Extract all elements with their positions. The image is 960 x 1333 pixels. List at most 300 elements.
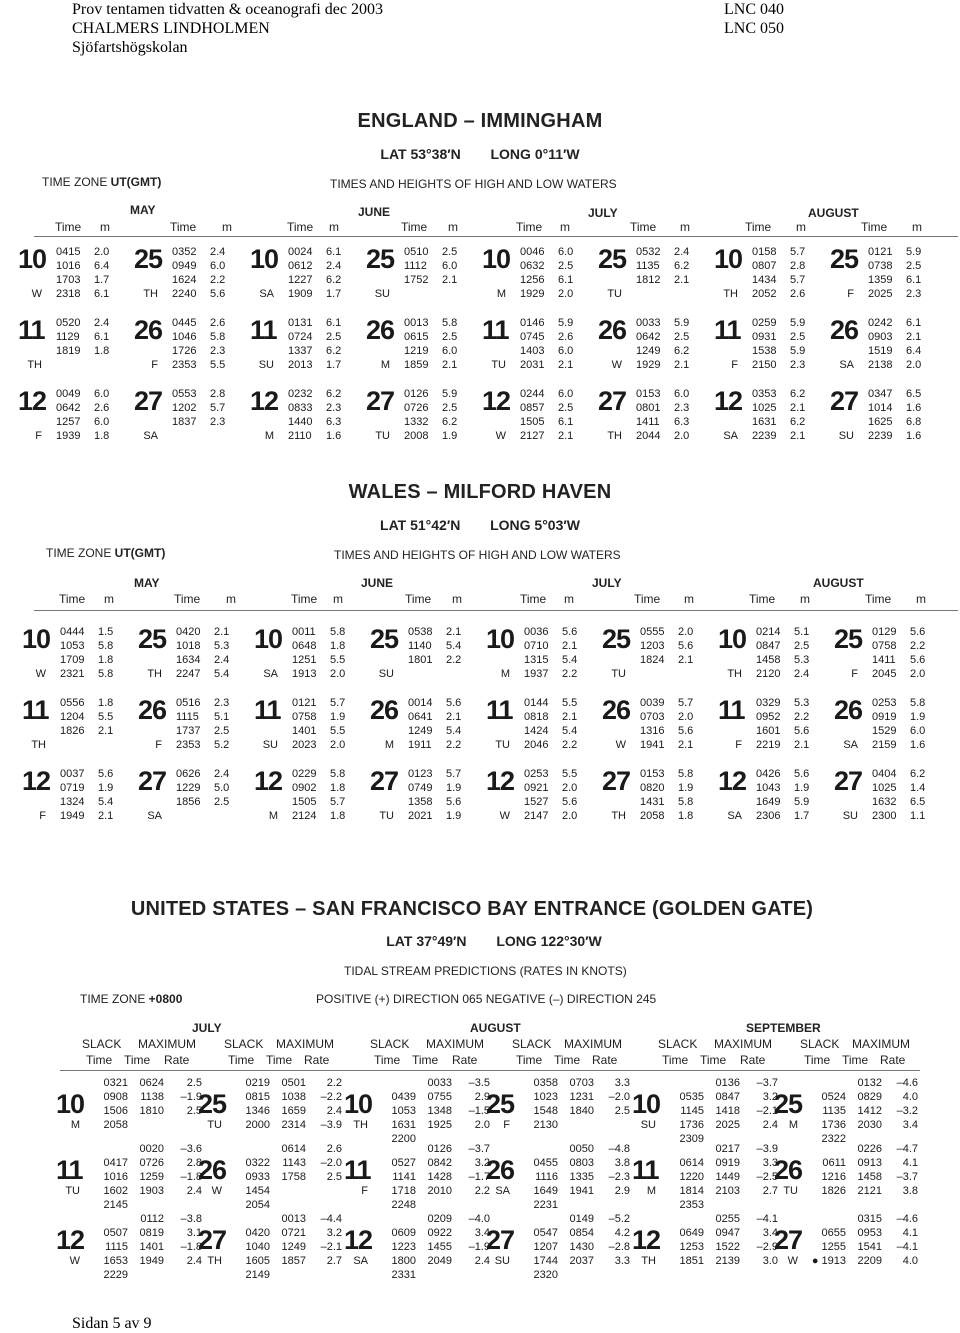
height-value: 2.0 [678,626,694,638]
time-value: 1631 [752,416,777,428]
height-value: 5.3 [214,640,230,652]
header-slack: SLACK [800,1037,840,1051]
max-time: 0614 [281,1143,306,1155]
time-value: 0244 [520,388,545,400]
time-column [756,625,792,681]
weekday: F [735,739,742,751]
max-time: 2314 [281,1119,306,1131]
height-column [794,767,828,823]
slack-time: 1141 [392,1171,416,1183]
slack-time: 1454 [245,1185,270,1197]
height-value: 1.6 [326,430,342,442]
height-column [906,245,940,301]
max-time: 2139 [715,1255,740,1267]
immingham-title: ENGLAND – IMMINGHAM [357,110,603,132]
tide-day-block [598,316,714,382]
height-value: 2.4 [214,768,230,780]
height-value: 2.4 [94,317,110,329]
height-column [906,316,940,372]
max-time [704,1268,740,1282]
height-value: 5.6 [446,697,462,709]
height-value: 6.4 [94,260,110,272]
slack-time: 0524 [821,1091,846,1103]
time-column [404,316,440,372]
weekday: TU [379,810,394,822]
height-value: 6.2 [910,768,926,780]
height-value: 1.7 [794,810,810,822]
slack-time: 2000 [245,1119,270,1131]
slack-time: 0507 [103,1227,128,1239]
time-value: 0253 [872,697,897,709]
weekday: SA [259,288,274,300]
weekday: M [646,1185,656,1197]
golden-gate-rule [60,1070,920,1071]
time-value: 2058 [640,810,665,822]
max-rate: –3.7 [756,1077,778,1089]
stream-day-pair [344,1142,634,1218]
height-value: 2.1 [906,331,922,343]
slack-time: 1115 [105,1241,128,1253]
height-column [910,625,944,681]
height-column [446,625,480,681]
time-value [56,358,92,372]
day-number: 27 [598,386,627,416]
height-column [910,696,944,752]
slack-time [810,1076,846,1090]
height-value [98,738,132,752]
time-value: 1703 [56,274,81,286]
height-value: 5.5 [210,359,226,371]
time-value: 2021 [408,810,433,822]
slack-time-column [668,1076,704,1146]
time-value: 0820 [640,782,665,794]
height-value: 1.8 [94,430,110,442]
day-number: 26 [486,1155,515,1185]
height-value: 2.0 [558,288,574,300]
time-value: 0538 [408,626,433,638]
tide-day-block [602,625,718,691]
time-value: 2321 [60,668,85,680]
max-rate: –1.8 [180,1171,202,1183]
max-time [270,1184,306,1198]
time-value: 0329 [756,697,781,709]
max-time [846,1198,882,1212]
max-time-column [704,1212,740,1282]
slack-time: 1040 [245,1241,270,1253]
time-value [404,287,440,301]
weekday: SA [147,810,162,822]
time-value: 1251 [292,654,317,666]
time-value [172,429,208,443]
time-value: 0833 [288,402,313,414]
header-time: Time [554,1053,581,1067]
slack-time: 2320 [533,1269,558,1281]
header-time: Time [228,1053,255,1067]
height-value: 2.1 [442,359,458,371]
max-time [558,1268,594,1282]
max-rate-column [166,1142,202,1212]
height-value [446,667,480,681]
header-time: Time [412,1053,439,1067]
time-value: 0253 [524,768,549,780]
height-value: 1.4 [910,782,926,794]
max-time: 0020 [139,1143,164,1155]
max-rate: –1.7 [468,1171,490,1183]
time-value: 1856 [176,796,201,808]
max-time: 0226 [857,1143,882,1155]
max-rate: –4.6 [896,1213,918,1225]
milford-month-june: JUNE [361,576,394,590]
height-value: 6.1 [94,288,110,300]
height-value: 1.7 [326,359,342,371]
stream-day-pair [56,1142,346,1218]
height-value: 1.5 [98,626,114,638]
height-column [326,387,360,443]
max-time-column [558,1212,594,1282]
tide-day-block [482,316,598,382]
time-value [408,667,444,681]
tide-day-block [714,245,830,311]
height-value: 2.5 [906,260,922,272]
column-header-time: Time [291,592,318,606]
time-value: 0516 [176,697,201,709]
height-column [678,696,712,752]
max-time: 1401 [139,1241,164,1253]
milford-lat: LAT 51°42′N [380,517,461,533]
slack-time: 0815 [245,1091,270,1103]
weekday: TH [207,1255,222,1267]
header-slack: SLACK [512,1037,552,1051]
weekday: F [151,359,158,371]
tide-day-block [22,625,138,691]
time-value: 1203 [640,640,665,652]
day-number: 27 [834,766,863,796]
height-value: 5.9 [558,317,574,329]
slack-time: 1718 [391,1185,416,1197]
slack-time: 1223 [391,1241,416,1253]
max-time-column [270,1076,306,1132]
slack-time-column [810,1142,846,1212]
slack-time [810,1142,846,1156]
slack-time: 1016 [103,1171,128,1183]
slack-time: 1255 [821,1241,846,1253]
day-number: 10 [56,1089,85,1119]
day-number: 11 [250,315,277,345]
time-value: 2124 [292,810,317,822]
height-value: 5.8 [678,796,694,808]
slack-time [668,1076,704,1090]
time-value: 1315 [524,654,549,666]
slack-time: 0547 [533,1227,558,1239]
column-header-m: m [800,592,810,606]
stream-day-pair [344,1076,634,1152]
time-value: 1505 [292,796,317,808]
height-value: 2.8 [210,388,226,400]
max-time: 1541 [857,1241,882,1253]
height-value: 2.1 [678,739,694,751]
golden-gate-lat: LAT 37°49′N [386,933,467,949]
max-rate-column [166,1212,202,1282]
tide-day-block [482,245,598,311]
header-time: Time [124,1053,151,1067]
max-rate-column [454,1076,490,1146]
weekday: TH [641,1255,656,1267]
height-value: 2.1 [98,725,114,737]
weekday: TH [147,668,162,680]
column-header-time: Time [634,592,661,606]
height-value: 2.3 [210,345,226,357]
header-time: Time [804,1053,831,1067]
tide-day-block [138,767,254,833]
tide-day-block [714,316,830,382]
max-rate-column [882,1142,918,1212]
max-time: 0217 [715,1143,740,1155]
slack-time: 1800 [391,1255,416,1267]
column-header-time: Time [55,220,82,234]
day-number: 10 [254,624,283,654]
max-rate: 4.2 [614,1227,630,1239]
height-value: 1.9 [442,430,458,442]
max-rate: –3.2 [896,1105,918,1117]
max-time [128,1198,164,1212]
max-time [416,1268,452,1282]
time-value: 2147 [524,810,549,822]
time-value: 0749 [408,782,433,794]
height-value [442,287,476,301]
height-value: 6.2 [442,416,458,428]
slack-time: 0655 [821,1227,846,1239]
time-value [60,738,96,752]
height-value: 6.0 [94,388,110,400]
column-header-time: Time [630,220,657,234]
weekday: F [361,1185,368,1197]
height-value: 2.5 [558,402,574,414]
height-column [674,316,708,372]
time-value: 2044 [636,430,661,442]
max-rate: 2.5 [186,1105,202,1117]
max-rate-column [594,1076,630,1132]
day-number: 12 [250,386,279,416]
max-rate: –2.5 [756,1171,778,1183]
max-rate-column [454,1142,490,1212]
height-value: 2.5 [442,246,458,258]
height-value: 2.5 [794,640,810,652]
time-value: 2239 [868,430,893,442]
height-value: 2.5 [442,331,458,343]
column-header-time: Time [861,220,888,234]
max-time: 0953 [857,1227,882,1239]
height-value: 6.3 [326,416,342,428]
time-column [520,387,556,443]
max-time: 0132 [857,1077,882,1089]
golden-gate-subtitle: TIDAL STREAM PREDICTIONS (RATES IN KNOTS) [344,964,627,978]
time-value: 1140 [408,640,432,652]
height-value: 5.6 [794,768,810,780]
column-header-time: Time [401,220,428,234]
milford-month-august: AUGUST [813,576,864,590]
max-rate-column [306,1076,342,1132]
height-value: 5.1 [794,626,810,638]
slack-time-column [522,1212,558,1282]
max-rate: 3.2 [474,1157,490,1169]
max-time: 0315 [857,1213,882,1225]
slack-time [234,1212,270,1226]
height-column [210,245,244,301]
height-value: 6.1 [558,416,574,428]
max-rate [454,1198,490,1212]
time-value: 2127 [520,430,545,442]
slack-time [234,1142,270,1156]
height-value: 2.5 [442,402,458,414]
day-number: 27 [138,766,167,796]
time-value: 0123 [408,768,433,780]
height-value [94,358,128,372]
tide-day-block [134,245,250,311]
time-value: 1358 [408,796,433,808]
tide-day-block [486,767,602,833]
time-column [60,767,96,823]
time-value: 1801 [408,654,433,666]
height-value: 6.2 [326,345,342,357]
header-time: Time [662,1053,689,1067]
height-value: 5.9 [790,317,806,329]
time-value: 0818 [524,711,549,723]
time-value: 1046 [172,331,197,343]
height-value: 1.9 [446,782,462,794]
weekday: W [35,668,46,680]
max-time: 0136 [715,1077,740,1089]
time-value: 0919 [872,711,897,723]
golden-gate-latlong [14,933,960,949]
time-value: 0553 [172,388,197,400]
immingham-month-may: MAY [130,203,156,217]
tide-day-block [830,316,946,382]
slack-time: 1207 [533,1241,558,1253]
column-header-m: m [104,592,114,606]
slack-time-column [810,1076,846,1146]
header-maximum: MAXIMUM [276,1037,334,1051]
slack-time: 2058 [103,1119,128,1131]
height-column [790,387,824,443]
immingham-month-july: JULY [588,206,618,220]
header-time: Time [374,1053,401,1067]
time-value: 0033 [636,317,661,329]
max-rate [742,1198,778,1212]
max-rate [166,1198,202,1212]
exam-title: Prov tentamen tidvatten & oceanografi dec 2003 [72,1,384,18]
weekday: M [500,668,510,680]
time-column [56,245,92,301]
max-time: 1335 [569,1171,594,1183]
max-rate: 4.1 [902,1227,918,1239]
weekday: TH [27,359,42,371]
max-time: 1857 [281,1255,306,1267]
height-value: 5.5 [330,725,346,737]
time-column [176,767,212,823]
height-value: 5.8 [330,768,346,780]
weekday: M [496,288,506,300]
time-column [756,696,792,752]
milford-timezone: TIME ZONE UT(GMT) [46,546,166,560]
slack-time: 2229 [103,1269,128,1281]
time-value: 1826 [60,725,85,737]
day-number: 26 [774,1155,803,1185]
weekday: TH [31,739,46,751]
time-value: 1812 [636,274,661,286]
tide-day-block [138,696,254,762]
max-rate: –2.1 [756,1105,778,1117]
height-value: 1.9 [678,782,694,794]
max-time: 0803 [569,1157,594,1169]
max-rate: 2.7 [762,1185,778,1197]
day-number: 27 [774,1225,803,1255]
time-value: 0426 [756,768,781,780]
time-value: 0126 [404,388,429,400]
weekday: F [35,430,42,442]
golden-gate-month-august: AUGUST [470,1021,521,1035]
slack-time-column [522,1076,558,1132]
time-column [872,625,908,681]
max-rate: –1.9 [180,1091,202,1103]
time-value: 1939 [56,430,81,442]
height-column [558,316,592,372]
slack-time: 1116 [535,1171,558,1183]
header-slack: SLACK [658,1037,698,1051]
column-header-m: m [329,220,339,234]
column-header-time: Time [59,592,86,606]
max-time-column [416,1142,452,1212]
day-number: 27 [830,386,859,416]
time-value: 1025 [872,782,897,794]
max-time [704,1198,740,1212]
tide-day-block [254,625,370,691]
height-column [326,245,360,301]
max-rate [594,1198,630,1212]
time-value: 1949 [60,810,85,822]
max-time: 1418 [715,1105,740,1117]
tide-day-block [250,387,366,453]
time-value: 2219 [756,739,781,751]
time-value: 1249 [408,725,433,737]
max-time: 1412 [857,1105,882,1117]
weekday: SU [374,288,390,300]
time-value: 1316 [640,725,665,737]
column-header-time: Time [174,592,201,606]
max-time: 0255 [715,1213,740,1225]
weekday: F [39,810,46,822]
slack-time [810,1198,846,1212]
immingham-month-august: AUGUST [808,206,859,220]
weekday: SU [494,1255,510,1267]
height-value: 6.8 [906,416,922,428]
max-rate: 2.7 [326,1255,342,1267]
slack-time-column [234,1076,270,1132]
time-value: 0146 [520,317,545,329]
slack-time [810,1212,846,1226]
time-value: 0404 [872,768,897,780]
time-value: 0046 [520,246,545,258]
time-column [868,316,904,372]
header-rate: Rate [452,1053,478,1067]
time-value: 1249 [636,345,661,357]
time-value: 1929 [636,359,661,371]
weekday: TU [495,739,510,751]
max-time: 0149 [569,1213,594,1225]
weekday: M [788,1119,798,1131]
weekday: F [731,359,738,371]
column-header-m: m [100,220,110,234]
header-maximum: MAXIMUM [852,1037,910,1051]
